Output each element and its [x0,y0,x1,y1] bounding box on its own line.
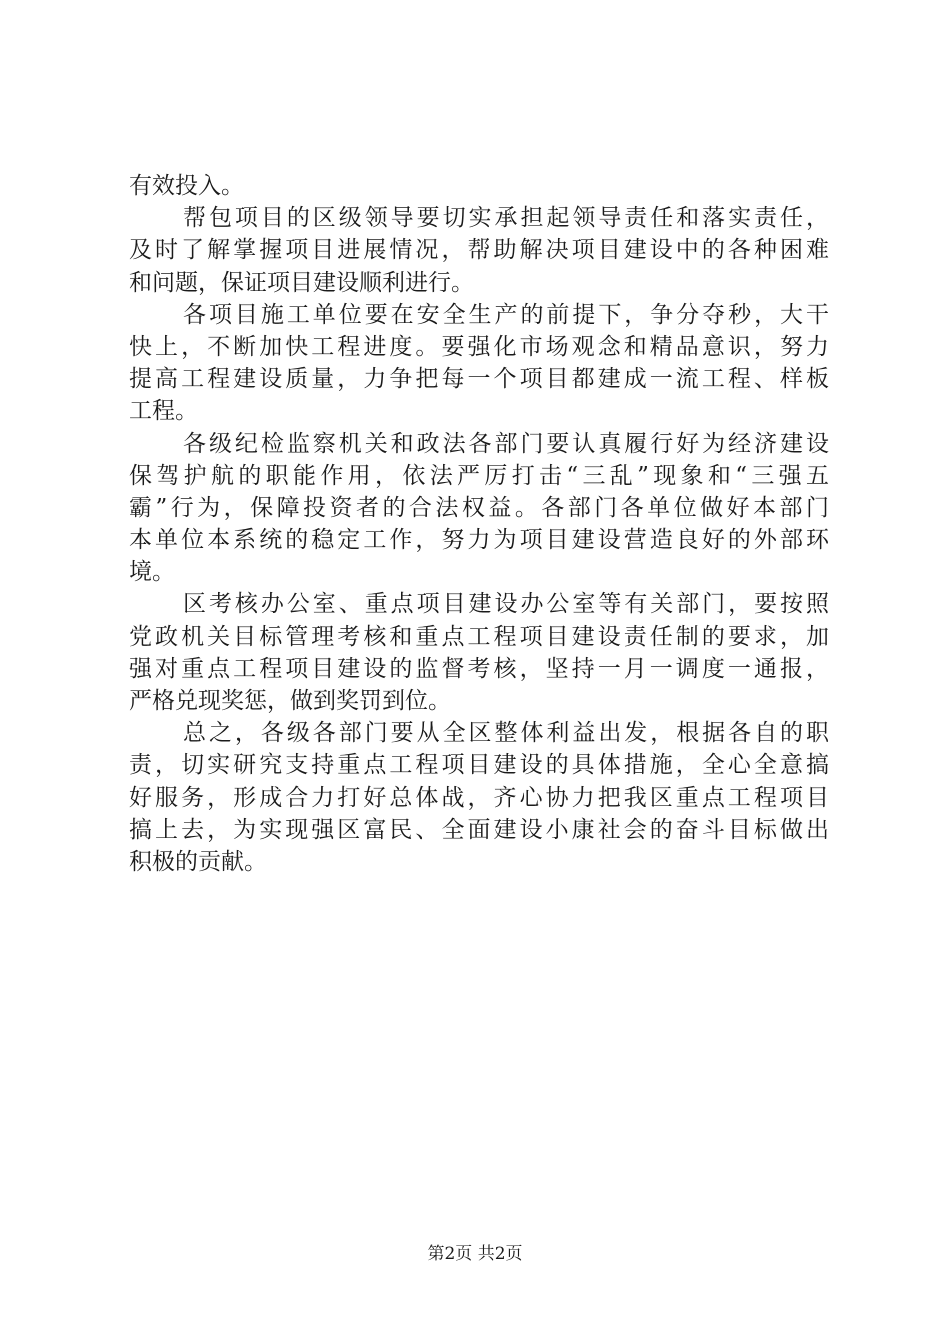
text-line: 党政机关目标管理考核和重点工程项目建设责任制的要求，加 [129,623,829,650]
text-line: 好服务，形成合力打好总体战，齐心协力把我区重点工程项目 [129,784,829,811]
text-line: 霸”行为，保障投资者的合法权益。各部门各单位做好本部门 [129,494,829,521]
text-line: 强对重点工程项目建设的监督考核，坚持一月一调度一通报， [129,655,829,682]
text-line: 提高工程建设质量，力争把每一个项目都建成一流工程、样板 [129,366,829,393]
text-line: 责，切实研究支持重点工程项目建设的具体措施，全心全意搞 [129,752,829,779]
text-line: 工程。 [129,398,198,425]
paragraph [129,717,829,878]
page-number-footer: 第2页 共2页 [427,1244,523,1264]
text-line: 境。 [129,559,175,586]
text-line: 积极的贡献。 [129,848,267,875]
paragraph [129,170,829,202]
text-line: 保驾护航的职能作用，依法严厉打击“三乱”现象和“三强五 [129,462,829,489]
text-line: 快上，不断加快工程进度。要强化市场观念和精品意识，努力 [129,333,829,360]
text-line: 和问题，保证项目建设顺利进行。 [129,269,474,296]
text-line: 严格兑现奖惩，做到奖罚到位。 [129,688,451,714]
text-line: 搞上去，为实现强区富民、全面建设小康社会的奋斗目标做出 [129,816,829,843]
text-line: 帮包项目的区级领导要切实承担起领导责任和落实责任， [183,205,829,232]
paragraph [129,202,829,299]
text-line: 区考核办公室、重点项目建设办公室等有关部门，要按照 [183,591,829,618]
text-line: 各项目施工单位要在安全生产的前提下，争分夺秒，大干 [183,301,829,328]
paragraph [129,299,829,428]
document-body [129,170,829,878]
text-line: 有效投入。 [129,173,244,199]
text-line: 总之，各级各部门要从全区整体利益出发，根据各自的职 [183,720,829,747]
text-line: 本单位本系统的稳定工作，努力为项目建设营造良好的外部环 [129,527,829,554]
paragraph [129,428,829,589]
paragraph [129,588,829,717]
text-line: 各级纪检监察机关和政法各部门要认真履行好为经济建设 [183,430,829,457]
text-line: 及时了解掌握项目进展情况，帮助解决项目建设中的各种困难 [129,237,829,264]
